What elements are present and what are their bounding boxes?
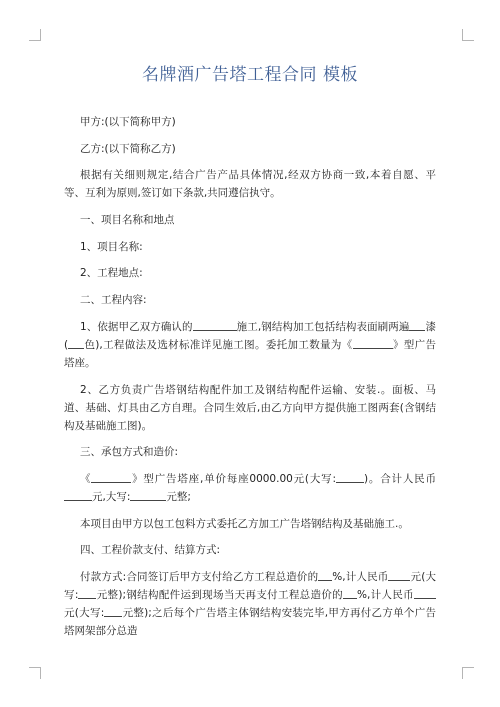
page-corner-mark-top-left — [29, 29, 41, 41]
section-heading-1: 一、项目名称和地点 — [80, 214, 175, 227]
party-a-line: 甲方:(以下简称甲方) — [80, 116, 176, 128]
page-corner-mark-bottom-left — [29, 667, 41, 679]
party-b-line: 乙方:(以下简称乙方) — [80, 142, 176, 155]
work-content-item-1: 1、依据甲乙双方确认的 施工,钢结构加工包括结构表面刷两遍 漆( 色),工程做法及选材标准详见施工图。委托加工数量为《 》型广告塔座。 — [64, 318, 436, 372]
work-content-item-2: 2、乙方负责广告塔钢结构配件加工及钢结构配件运输、安装.。面板、马道、基础、灯具由乙方自理。合同生效后,由乙方向甲方提供施工图两套(含钢结构及基础施工图)。 — [64, 383, 436, 432]
section-heading-3: 三、承包方式和造价: — [80, 446, 179, 459]
blank-line — [78, 586, 96, 599]
contract-mode-line: 本项目由甲方以包工包料方式委托乙方加工广告塔钢结构及基础施工.。 — [80, 517, 409, 530]
blank-line — [343, 586, 357, 599]
blank-line — [68, 336, 84, 349]
payment-terms-paragraph: 付款方式:合同签订后甲方支付给乙方工程总造价的 %,计人民币 元(大写: 元整);钢结构配件运到现场当天再支付工程总造价的 %,计人民币元(大写: 元整);之后每个广告塔主体钢结构安装完毕,甲方再付乙方单个广告塔网架部分总造 — [64, 568, 436, 640]
blank-line — [336, 470, 364, 483]
section-heading-4: 四、工程价款支付、结算方式: — [80, 544, 221, 557]
document-body — [64, 113, 436, 649]
page-corner-mark-bottom-right — [462, 667, 474, 679]
blank-line — [104, 604, 122, 617]
blank-line — [414, 586, 436, 599]
section-heading-2: 二、工程内容: — [80, 294, 147, 307]
blank-line — [409, 318, 425, 331]
blank-line — [193, 318, 237, 331]
blank-line — [130, 488, 166, 501]
page-corner-mark-top-right — [462, 29, 474, 41]
intro-paragraph: 根据有关细则规定,结合广告产品具体情况,经双方协商一致,本着自愿、平等、互利为原则,签订如下条款,共同遵信执守。 — [64, 169, 436, 200]
project-location-line: 2、工程地点: — [80, 267, 143, 280]
price-line: 《 》型广告塔座,单价每座0000.00元(大写: )。合计人民币元,大写: 元整; — [64, 470, 436, 506]
blank-line — [64, 488, 92, 501]
document-title: 名牌酒广告塔工程合同 模板 — [142, 65, 358, 85]
blank-line — [91, 470, 131, 483]
blank-line — [318, 568, 332, 581]
blank-line — [353, 336, 393, 349]
project-name-line: 1、项目名称: — [80, 240, 143, 253]
blank-line — [388, 568, 410, 581]
